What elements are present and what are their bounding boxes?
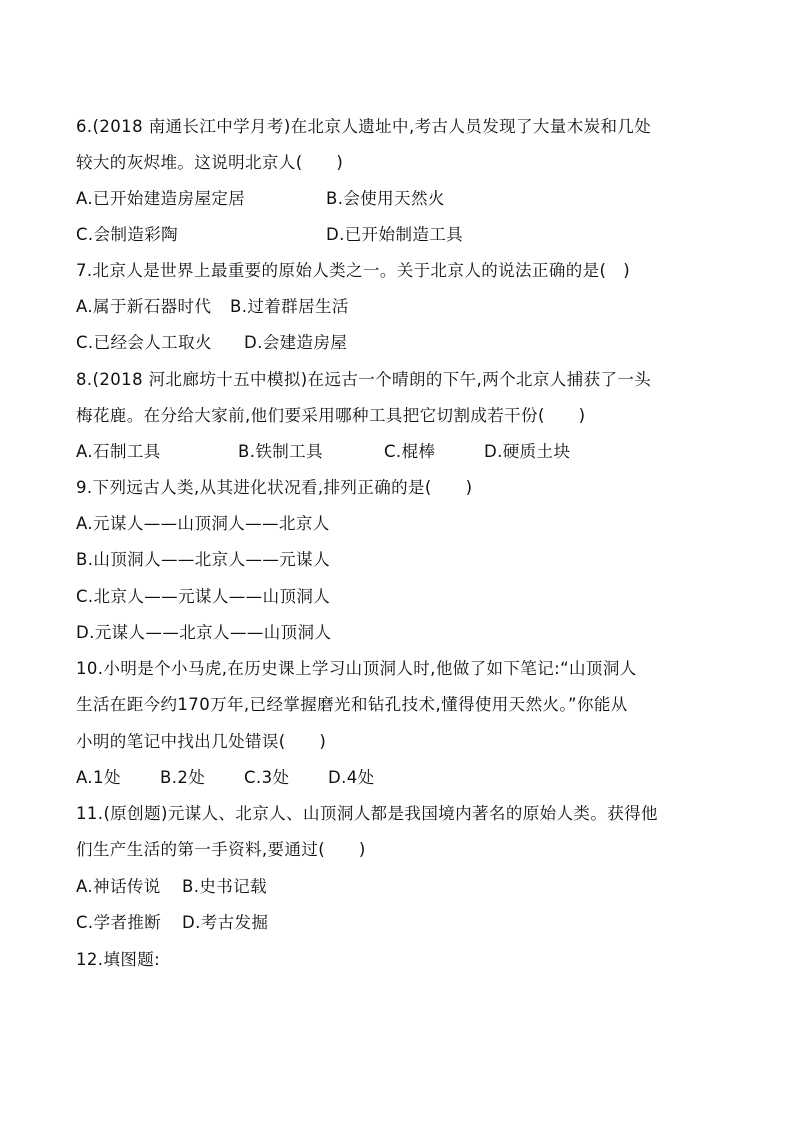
- q9-option-c: C.北京人——元谋人——山顶洞人: [76, 587, 331, 606]
- q8-option-a: A.石制工具: [76, 442, 161, 461]
- q12-stem-line1: 12.填图题:: [76, 950, 161, 969]
- q11-stem-line2: 们生产生活的第一手资料,要通过( ): [76, 840, 366, 859]
- q11-option-a: A.神话传说: [76, 877, 161, 896]
- q11-option-c: C.学者推断: [76, 913, 162, 932]
- q10-option-b: B.2处: [160, 768, 206, 787]
- q11-options-row1: [76, 877, 267, 897]
- q11-options-row2: [76, 913, 268, 933]
- q11-option-d: D.考古发掘: [182, 913, 269, 932]
- q6-option-a: A.已开始建造房屋定居: [76, 189, 246, 208]
- q6-options-row2: [76, 225, 463, 245]
- q8-option-d: D.硬质土块: [484, 442, 571, 461]
- q6-option-b: B.会使用天然火: [326, 189, 445, 208]
- q10-option-d: D.4处: [328, 768, 375, 787]
- q8-stem-line1: 8.(2018 河北廊坊十五中模拟)在远古一个晴朗的下午,两个北京人捕获了一头: [76, 370, 652, 389]
- q10-stem-line1: 10.小明是个小马虎,在历史课上学习山顶洞人时,他做了如下笔记:“山顶洞人: [76, 659, 637, 678]
- q7-options-row2: [76, 333, 347, 353]
- q6-stem-line2: 较大的灰烬堆。这说明北京人( ): [76, 153, 344, 172]
- q7-option-a: A.属于新石器时代: [76, 297, 212, 316]
- q7-options-row1: [76, 297, 349, 317]
- q10-option-a: A.1处: [76, 768, 121, 787]
- q9-option-d: D.元谋人——北京人——山顶洞人: [76, 623, 332, 642]
- q9-stem-line1: 9.下列远古人类,从其进化状况看,排列正确的是( ): [76, 478, 473, 497]
- q10-option-c: C.3处: [244, 768, 290, 787]
- q11-option-b: B.史书记载: [182, 877, 267, 896]
- q7-option-d: D.会建造房屋: [244, 333, 348, 352]
- q7-option-c: C.已经会人工取火: [76, 333, 212, 352]
- q6-option-d: D.已开始制造工具: [326, 225, 464, 244]
- q6-options-row1: [76, 189, 445, 209]
- q10-stem-line2: 生活在距今约170万年,已经掌握磨光和钻孔技术,懂得使用天然火。”你能从: [76, 695, 628, 714]
- q9-option-a: A.元谋人——山顶洞人——北京人: [76, 514, 330, 533]
- q8-stem-line2: 梅花鹿。在分给大家前,他们要采用哪种工具把它切割成若干份( ): [76, 406, 586, 425]
- q6-stem-line1: 6.(2018 南通长江中学月考)在北京人遗址中,考古人员发现了大量木炭和几处: [76, 117, 652, 136]
- q10-stem-line3: 小明的笔记中找出几处错误( ): [76, 732, 327, 751]
- q8-option-b: B.铁制工具: [238, 442, 323, 461]
- q6-option-c: C.会制造彩陶: [76, 225, 179, 244]
- q7-option-b: B.过着群居生活: [230, 297, 349, 316]
- q9-option-b: B.山顶洞人——北京人——元谋人: [76, 550, 330, 569]
- q8-options-row: [76, 442, 570, 462]
- q10-options-row: [76, 768, 375, 788]
- q11-stem-line1: 11.(原创题)元谋人、北京人、山顶洞人都是我国境内著名的原始人类。获得他: [76, 804, 658, 823]
- q8-option-c: C.棍棒: [384, 442, 436, 461]
- q7-stem-line1: 7.北京人是世界上最重要的原始人类之一。关于北京人的说法正确的是( ): [76, 261, 631, 280]
